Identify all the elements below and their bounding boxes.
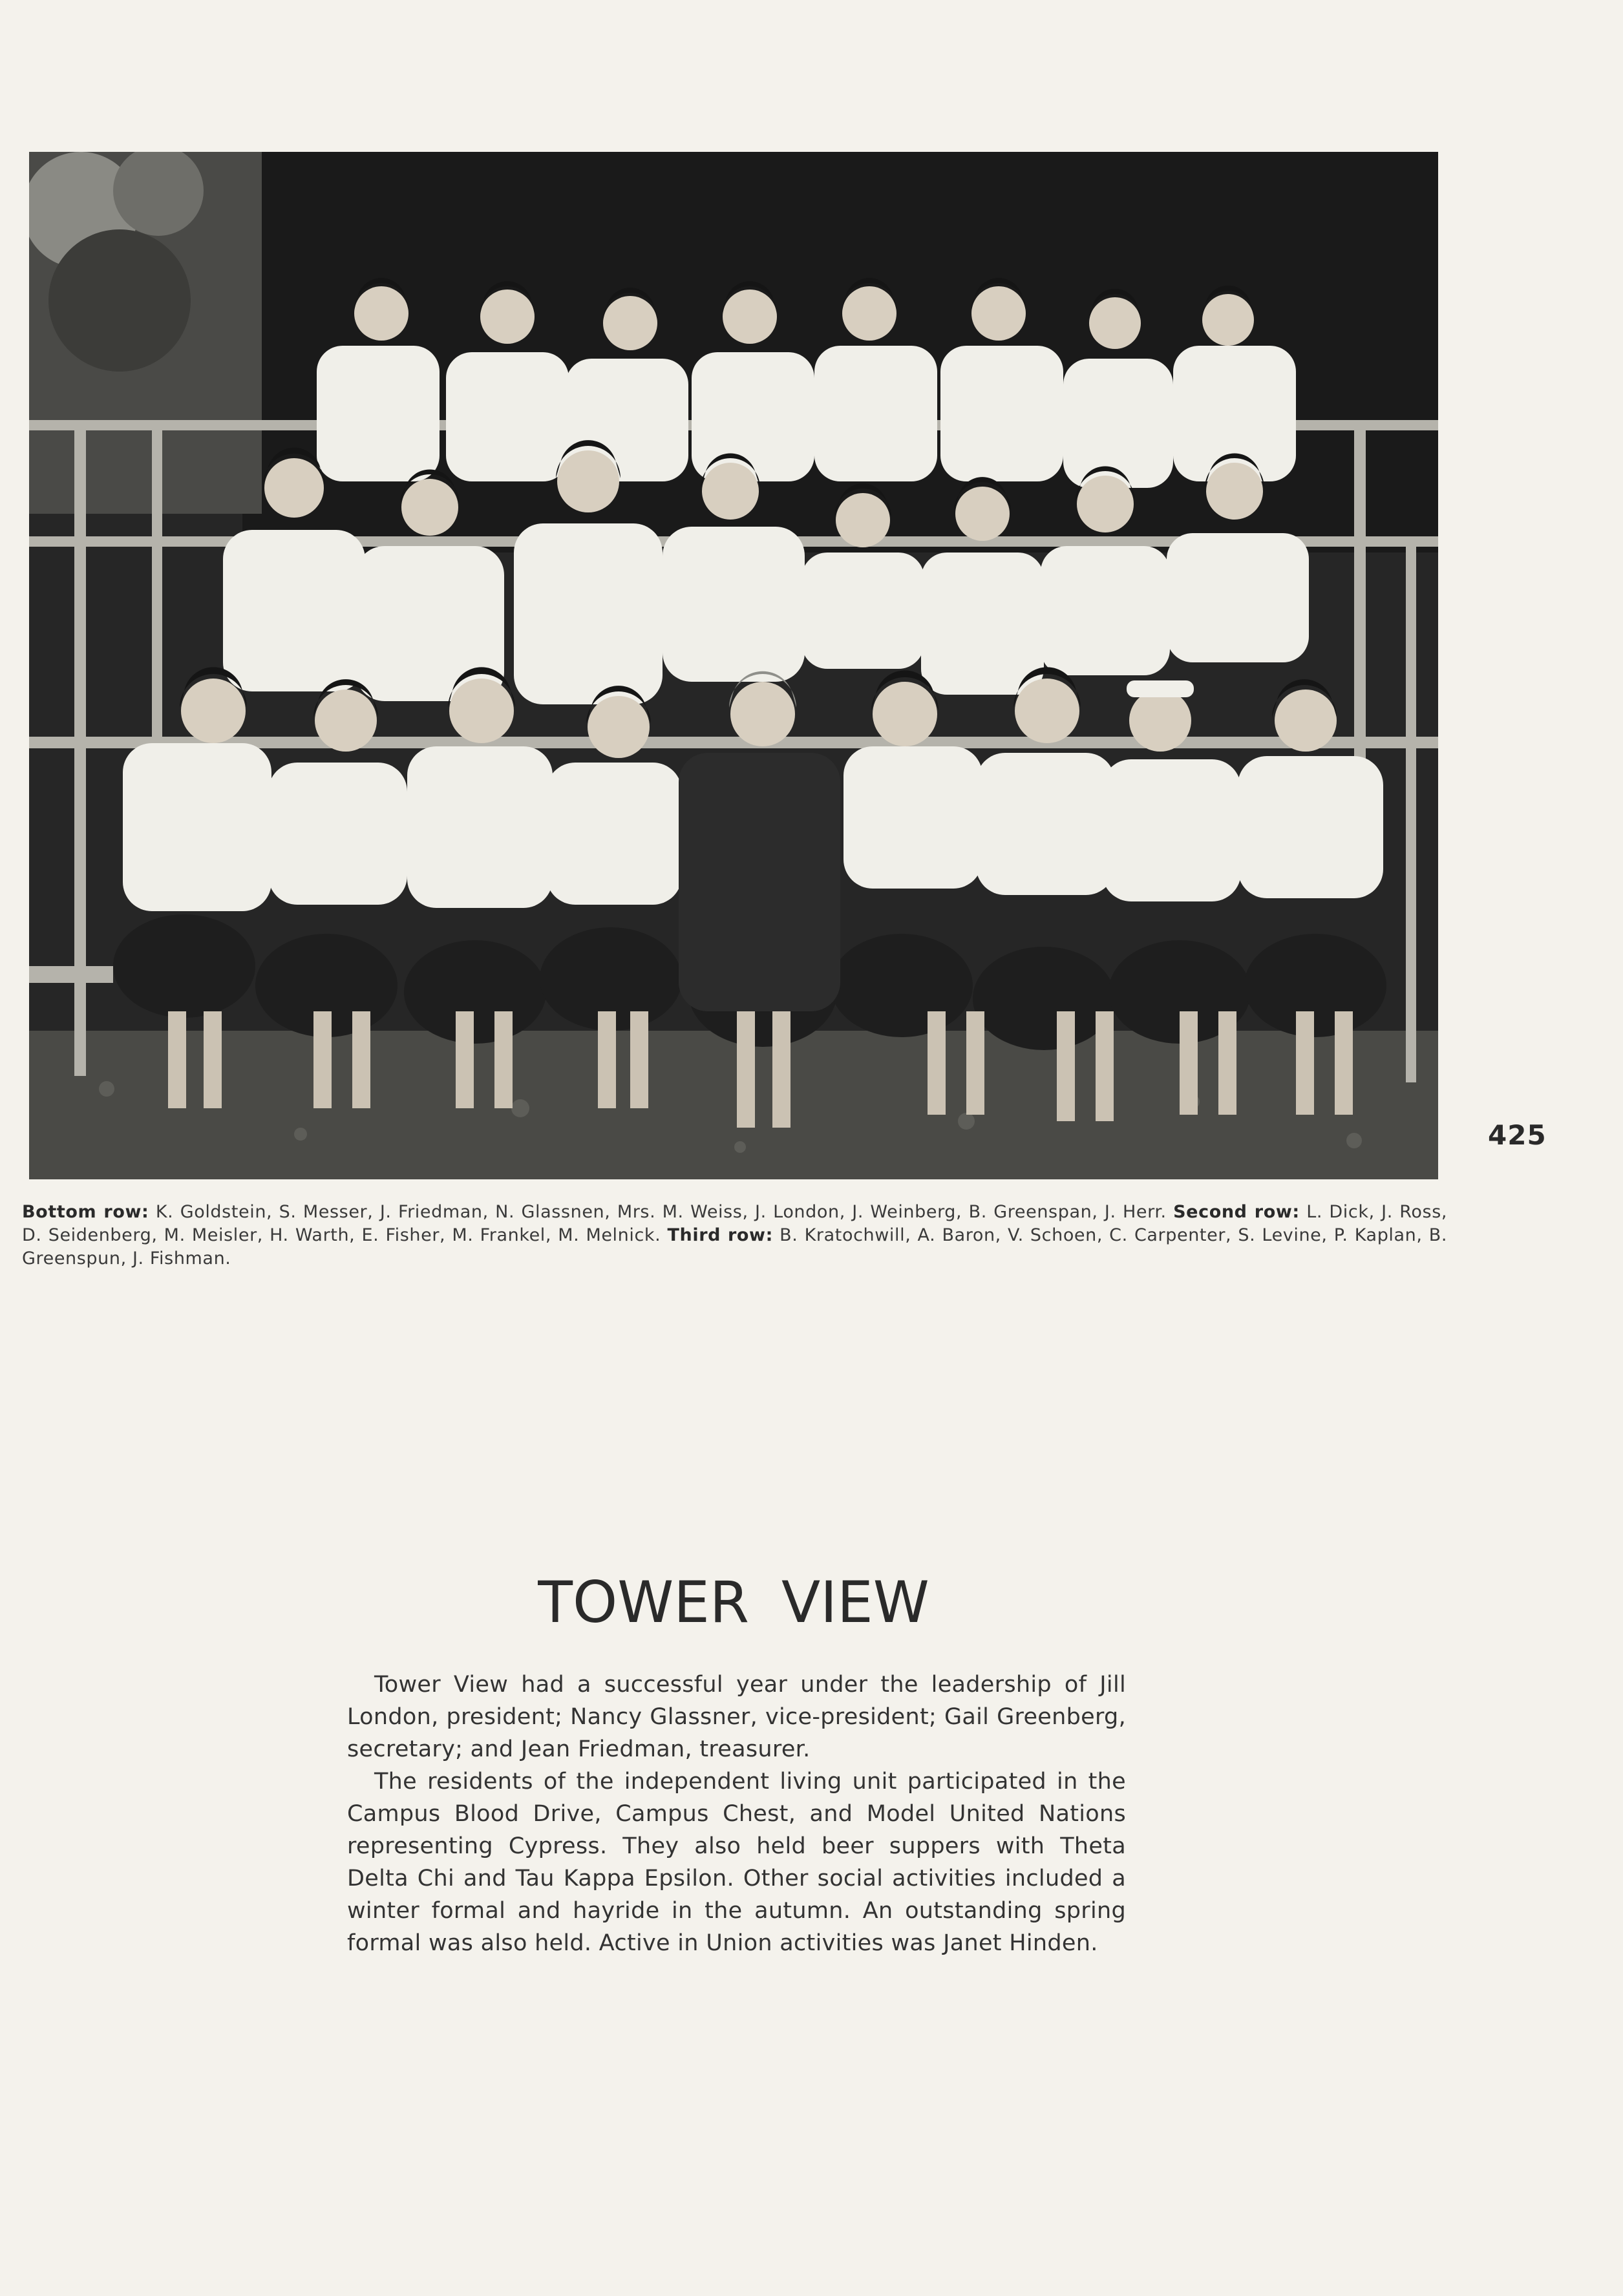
article-paragraph: Tower View had a successful year under the leadership of Jill London, president; Nancy Glassner, vice-president; Gail Greenberg, secretary; and Jean Friedman, treasurer. bbox=[347, 1672, 1126, 1762]
article-body bbox=[347, 1669, 1126, 1959]
caption-row-names: K. Goldstein, S. Messer, J. Friedman, N. Glassnen, Mrs. M. Weiss, J. London, J. Weinberg, B. Greenspan, J. Herr. bbox=[155, 1202, 1167, 1222]
article-paragraph: The residents of the independent living unit participated in the Campus Blood Drive, Campus Chest, and Model United Nations representing Cypress. They also held beer suppers with Theta Delta Chi and Tau Kappa Epsilon. Other social activities included a winter formal and hayride in the autumn. An outstanding spring formal was also held. Active in Union activities was Janet Hinden. bbox=[347, 1769, 1126, 1956]
page-number: 425 bbox=[1488, 1119, 1547, 1151]
caption-row-names: L. Dick, J. Ross, D. Seidenberg, M. Meisler, H. Warth, E. Fisher, M. Frankel, M. Melnick. bbox=[22, 1202, 1448, 1245]
article-title: TOWER VIEW bbox=[538, 1569, 929, 1636]
caption-row-names: B. Kratochwill, A. Baron, V. Schoen, C. Carpenter, S. Levine, P. Kaplan, B. Greenspun, J. Fishman. bbox=[22, 1225, 1448, 1269]
group-photo-image bbox=[29, 152, 1438, 1179]
photo-caption bbox=[22, 1201, 1447, 1270]
caption-row-label: Third row: bbox=[667, 1225, 774, 1245]
group-photo bbox=[29, 152, 1438, 1179]
caption-row-label: Second row: bbox=[1173, 1202, 1300, 1222]
caption-row-label: Bottom row: bbox=[22, 1202, 149, 1222]
